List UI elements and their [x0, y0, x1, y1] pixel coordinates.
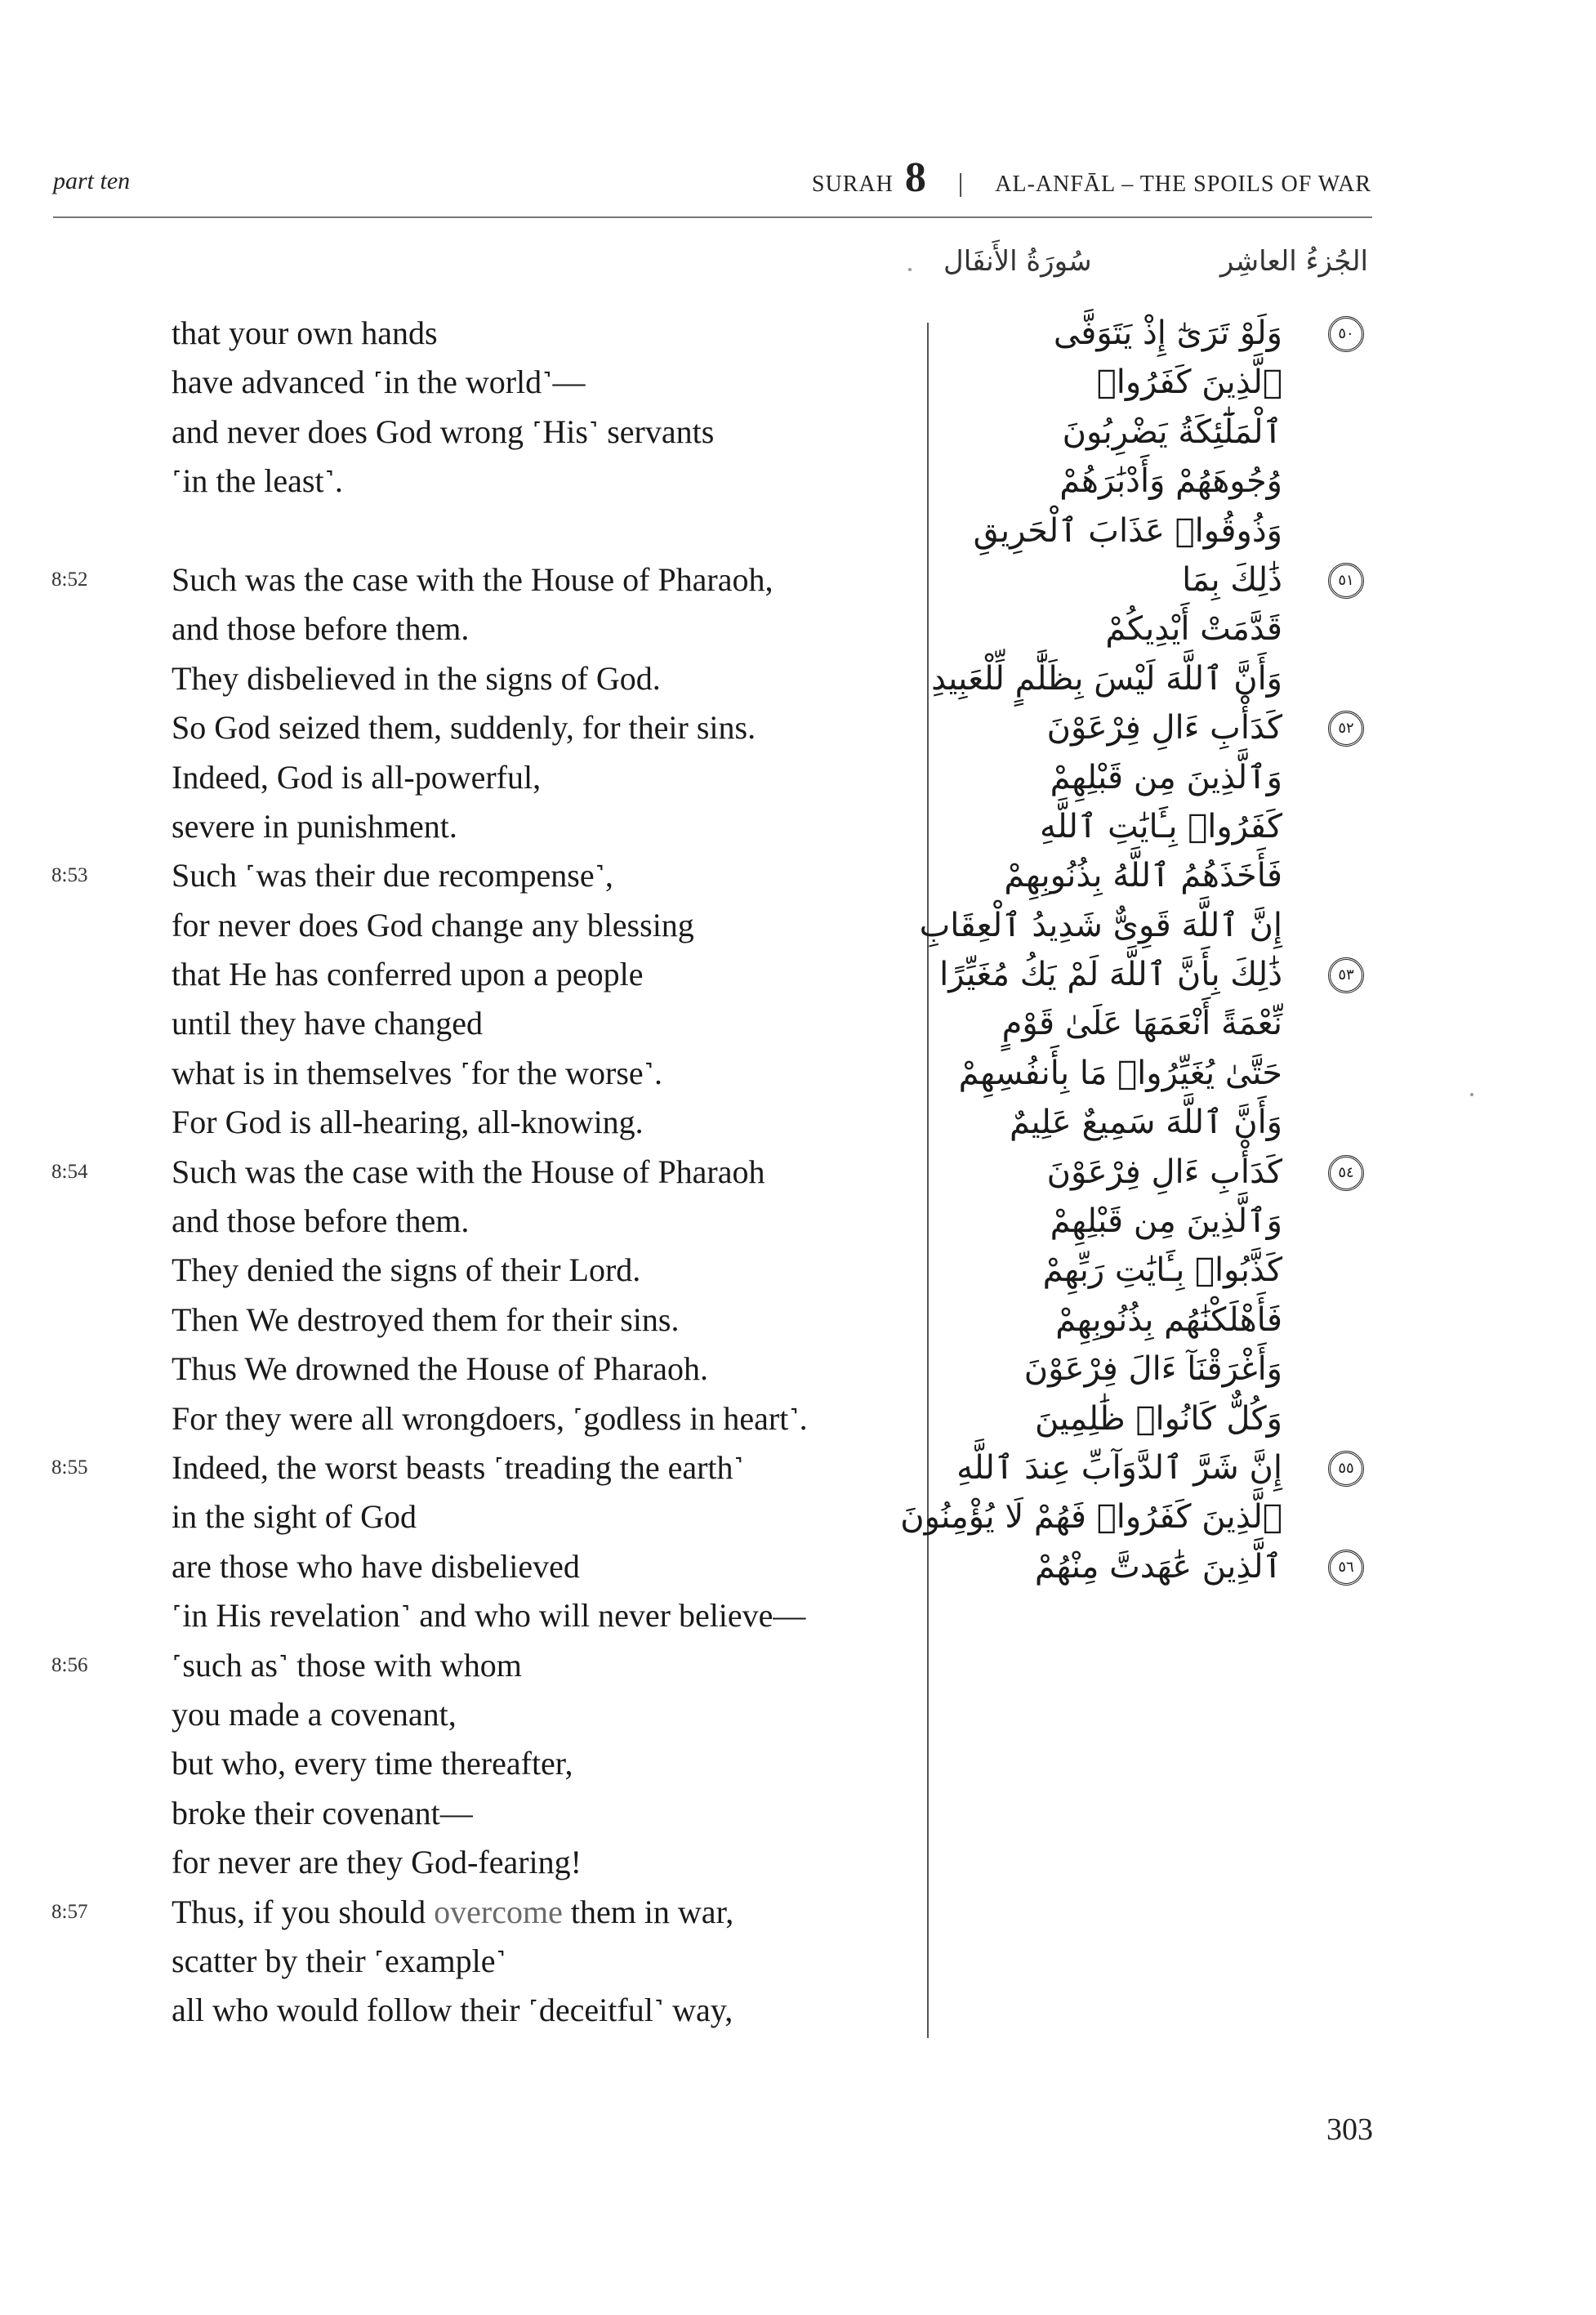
english-line	[0, 457, 907, 506]
margin-dot	[908, 268, 912, 271]
english-line-text: and never does God wrong ˹His˺ servants	[172, 413, 715, 450]
english-line-text: that your own hands	[172, 314, 438, 351]
english-line	[0, 309, 907, 358]
english-line	[0, 901, 907, 950]
arabic-line-text: قَدَّمَتْ أَيْدِيكُمْ	[1105, 610, 1282, 649]
arabic-line	[947, 506, 1380, 555]
arabic-line	[947, 1296, 1380, 1345]
english-line	[0, 999, 907, 1048]
arabic-line	[947, 1542, 1380, 1591]
arabic-line-text: إِنَّ شَرَّ ٱلدَّوَآبِّ عِندَ ٱللَّهِ	[956, 1448, 1282, 1487]
arabic-line	[947, 1394, 1380, 1443]
page-number: 303	[1326, 2112, 1373, 2147]
verse-number: 8:55	[51, 1456, 88, 1479]
verse-number: 8:53	[51, 864, 88, 887]
arabic-line	[947, 1246, 1380, 1295]
english-line-text: what is in themselves ˹for the worse˺.	[172, 1054, 662, 1091]
arabic-line	[931, 654, 1380, 703]
english-line-text: Thus, if you should overcome them in war,	[172, 1893, 734, 1930]
arabic-line-text: وُجُوهَهُمْ وَأَدْبَٰرَهُمْ	[1059, 462, 1282, 501]
arabic-line	[947, 309, 1380, 358]
english-line-text: Thus We drowned the House of Pharaoh.	[172, 1350, 709, 1388]
arabic-line-text: وَأَغْرَقْنَآ ءَالَ فِرْعَوْنَ	[1023, 1350, 1282, 1389]
arabic-line-text: حَتَّىٰ يُغَيِّرُوا۟ مَا بِأَنفُسِهِمْ	[958, 1054, 1282, 1092]
english-line	[0, 1838, 907, 1887]
english-line-text: Indeed, God is all-powerful,	[172, 758, 542, 796]
english-line	[0, 1937, 907, 1986]
english-line	[0, 1098, 907, 1147]
arabic-line	[947, 851, 1380, 900]
arabic-line-text: وَكُلٌّ كَانُوا۟ ظَٰلِمِينَ	[1035, 1399, 1282, 1438]
arabic-line-text: وَأَنَّ ٱللَّهَ لَيْسَ بِظَلَّٰمٍ لِّلْعَبِيدِ	[931, 659, 1282, 698]
english-line	[0, 358, 907, 407]
arabic-line-text: كَدَأْبِ ءَالِ فِرْعَوْنَ	[1046, 709, 1282, 747]
english-line-text: but who, every time thereafter,	[172, 1745, 573, 1782]
english-line-text: For God is all-hearing, all-knowing.	[172, 1104, 644, 1141]
english-line-text: all who would follow their ˹deceitful˺ way,	[172, 1992, 733, 2029]
english-line	[0, 1641, 907, 1690]
english-line	[0, 1789, 907, 1838]
english-line	[0, 1394, 907, 1443]
header-separator: |	[957, 167, 965, 197]
arabic-line	[947, 802, 1380, 851]
english-line	[0, 1197, 907, 1246]
english-line-text: have advanced ˹in the world˺—	[172, 364, 586, 401]
arabic-line	[947, 753, 1380, 802]
english-line-text: Such was the case with the House of Pharaoh,	[172, 560, 773, 598]
arabic-line-text: ٱلَّذِينَ عَٰهَدتَّ مِنْهُمْ	[1034, 1547, 1282, 1586]
arabic-line	[947, 358, 1380, 407]
arabic-line	[919, 901, 1380, 950]
arabic-line-text: ٱلَّذِينَ كَفَرُوا۟ فَهُمْ لَا يُؤْمِنُونَ	[900, 1498, 1282, 1537]
arabic-line	[947, 999, 1380, 1048]
ayah-number-medallion: ٥٠	[1328, 316, 1364, 352]
english-line-text: severe in punishment.	[172, 807, 457, 845]
english-line	[0, 1690, 907, 1739]
arabic-line-text: كَفَرُوا۟ بِـَٔايَٰتِ ٱللَّهِ	[1040, 807, 1282, 845]
arabic-line-text: ذَٰلِكَ بِمَا	[1182, 560, 1282, 599]
arabic-running-head	[943, 245, 1368, 278]
english-line-text: broke their covenant—	[172, 1794, 473, 1831]
ayah-number-medallion: ٥٣	[1328, 957, 1364, 993]
arabic-line-text: وَٱلَّذِينَ مِن قَبْلِهِمْ	[1050, 1202, 1282, 1241]
ayah-number-medallion: ٥٦	[1328, 1550, 1364, 1586]
column-divider	[927, 323, 929, 2038]
arabic-line	[939, 950, 1380, 999]
english-line-text: you made a covenant,	[172, 1695, 457, 1733]
english-line	[0, 753, 907, 802]
arabic-line-text: كَدَأْبِ ءَالِ فِرْعَوْنَ	[1046, 1153, 1282, 1191]
running-head-part: part ten	[53, 167, 131, 194]
english-line	[0, 1542, 907, 1591]
english-line-text: and those before them.	[172, 610, 470, 648]
english-line-text: until they have changed	[172, 1005, 483, 1042]
arabic-line-text: ٱلَّذِينَ كَفَرُوا۟	[1096, 364, 1282, 402]
english-line	[0, 851, 907, 900]
english-line	[0, 555, 907, 604]
english-line	[0, 1246, 907, 1295]
english-line-text: for never are they God-fearing!	[172, 1844, 582, 1881]
english-line	[0, 1591, 907, 1640]
arabic-line-text: وَذُوقُوا۟ عَذَابَ ٱلْحَرِيقِ	[973, 511, 1282, 550]
arabic-line-text: وَٱلَّذِينَ مِن قَبْلِهِمْ	[1050, 758, 1282, 796]
arabic-line-text: نِّعْمَةً أَنْعَمَهَا عَلَىٰ قَوْمٍ	[1001, 1005, 1282, 1043]
english-line-text: ˹in the least˺.	[172, 462, 343, 500]
english-line	[0, 1296, 907, 1345]
ayah-number-medallion: ٥٢	[1328, 711, 1364, 747]
english-line	[0, 950, 907, 999]
arabic-line-text: وَلَوْ تَرَىٰٓ إِذْ يَتَوَفَّى	[1053, 314, 1282, 352]
arabic-line	[947, 703, 1380, 752]
verse-number: 8:52	[51, 568, 88, 591]
arabic-line	[900, 1492, 1380, 1541]
english-line-text: and those before them.	[172, 1202, 470, 1240]
verse-number: 8:56	[51, 1653, 88, 1676]
english-line	[0, 506, 907, 555]
arabic-line	[947, 408, 1380, 457]
arabic-line-text: فَأَهْلَكْنَٰهُم بِذُنُوبِهِمْ	[1055, 1300, 1282, 1339]
arabic-line	[947, 1345, 1380, 1394]
arabic-line-text: ذَٰلِكَ بِأَنَّ ٱللَّهَ لَمْ يَكُ مُغَيِّرًا	[939, 956, 1282, 994]
english-line-text: So God seized them, suddenly, for their sins.	[172, 709, 756, 747]
english-line	[0, 1888, 907, 1937]
arabic-line	[947, 1098, 1380, 1147]
english-line	[0, 703, 907, 752]
english-line-text: Indeed, the worst beasts ˹treading the earth˺	[172, 1448, 744, 1486]
english-line-text: They disbelieved in the signs of God.	[172, 659, 661, 697]
english-line-text: They denied the signs of their Lord.	[172, 1251, 641, 1289]
arabic-line	[947, 1148, 1380, 1197]
english-line	[0, 1443, 907, 1492]
arabic-line	[947, 1049, 1380, 1098]
english-line	[0, 1739, 907, 1788]
english-line	[0, 604, 907, 653]
arabic-line	[947, 555, 1380, 604]
surah-number: 8	[904, 154, 927, 201]
english-line-text: are those who have disbelieved	[172, 1547, 580, 1585]
arabic-line	[947, 457, 1380, 506]
arabic-line-text: إِنَّ ٱللَّهَ قَوِىٌّ شَدِيدُ ٱلْعِقَابِ	[919, 906, 1282, 944]
arabic-line	[947, 604, 1380, 653]
english-line	[0, 654, 907, 703]
verse-number: 8:54	[51, 1160, 88, 1183]
arabic-text-column	[900, 309, 1380, 1591]
english-line	[0, 1345, 907, 1394]
highlighted-word: overcome	[434, 1893, 563, 1930]
english-line-text: For they were all wrongdoers, ˹godless in heart˺.	[172, 1399, 808, 1437]
arabic-surah-label: سُورَةُ الأَنفَال	[943, 245, 1092, 278]
arabic-line-text: وَأَنَّ ٱللَّهَ سَمِيعٌ عَلِيمٌ	[1009, 1104, 1282, 1142]
surah-label: SURAH	[811, 172, 894, 197]
english-line-text: scatter by their ˹example˺	[172, 1942, 506, 1979]
english-line-text: that He has conferred upon a people	[172, 956, 644, 993]
arabic-line	[947, 1443, 1380, 1492]
arabic-line-text: ٱلْمَلَٰٓئِكَةُ يَضْرِبُونَ	[1062, 413, 1282, 451]
english-line-text: in the sight of God	[172, 1498, 417, 1536]
english-line	[0, 802, 907, 851]
ayah-number-medallion: ٥٥	[1328, 1451, 1364, 1487]
english-line	[0, 1986, 907, 2035]
english-line	[0, 408, 907, 457]
running-head-surah	[812, 154, 1371, 202]
english-line-text: ˹in His revelation˺ and who will never believe—	[172, 1597, 806, 1635]
english-line-text: ˹such as˺ those with whom	[172, 1646, 522, 1684]
arabic-juz-label: الجُزءُ العاشِر	[1219, 245, 1368, 278]
english-translation-column	[0, 309, 907, 2036]
english-line-text: Such was the case with the House of Pharaoh	[172, 1153, 765, 1190]
surah-title: AL-ANFĀL – THE SPOILS OF WAR	[995, 172, 1371, 197]
english-line	[0, 1148, 907, 1197]
arabic-line	[947, 1197, 1380, 1246]
verse-number: 8:57	[51, 1900, 88, 1923]
arabic-line-text: كَذَّبُوا۟ بِـَٔايَٰتِ رَبِّهِمْ	[1042, 1251, 1282, 1290]
arabic-line-text: فَأَخَذَهُمُ ٱللَّهُ بِذُنُوبِهِمْ	[1004, 857, 1282, 895]
english-line-text: for never does God change any blessing	[172, 906, 694, 943]
ayah-number-medallion: ٥٤	[1328, 1155, 1364, 1191]
english-line-text: Then We destroyed them for their sins.	[172, 1300, 680, 1338]
ayah-number-medallion: ٥١	[1328, 563, 1364, 599]
english-line-text: Such ˹was their due recompense˺,	[172, 857, 613, 894]
margin-dot	[1470, 1093, 1473, 1096]
header-rule	[53, 216, 1372, 218]
english-line	[0, 1492, 907, 1541]
english-line	[0, 1049, 907, 1098]
